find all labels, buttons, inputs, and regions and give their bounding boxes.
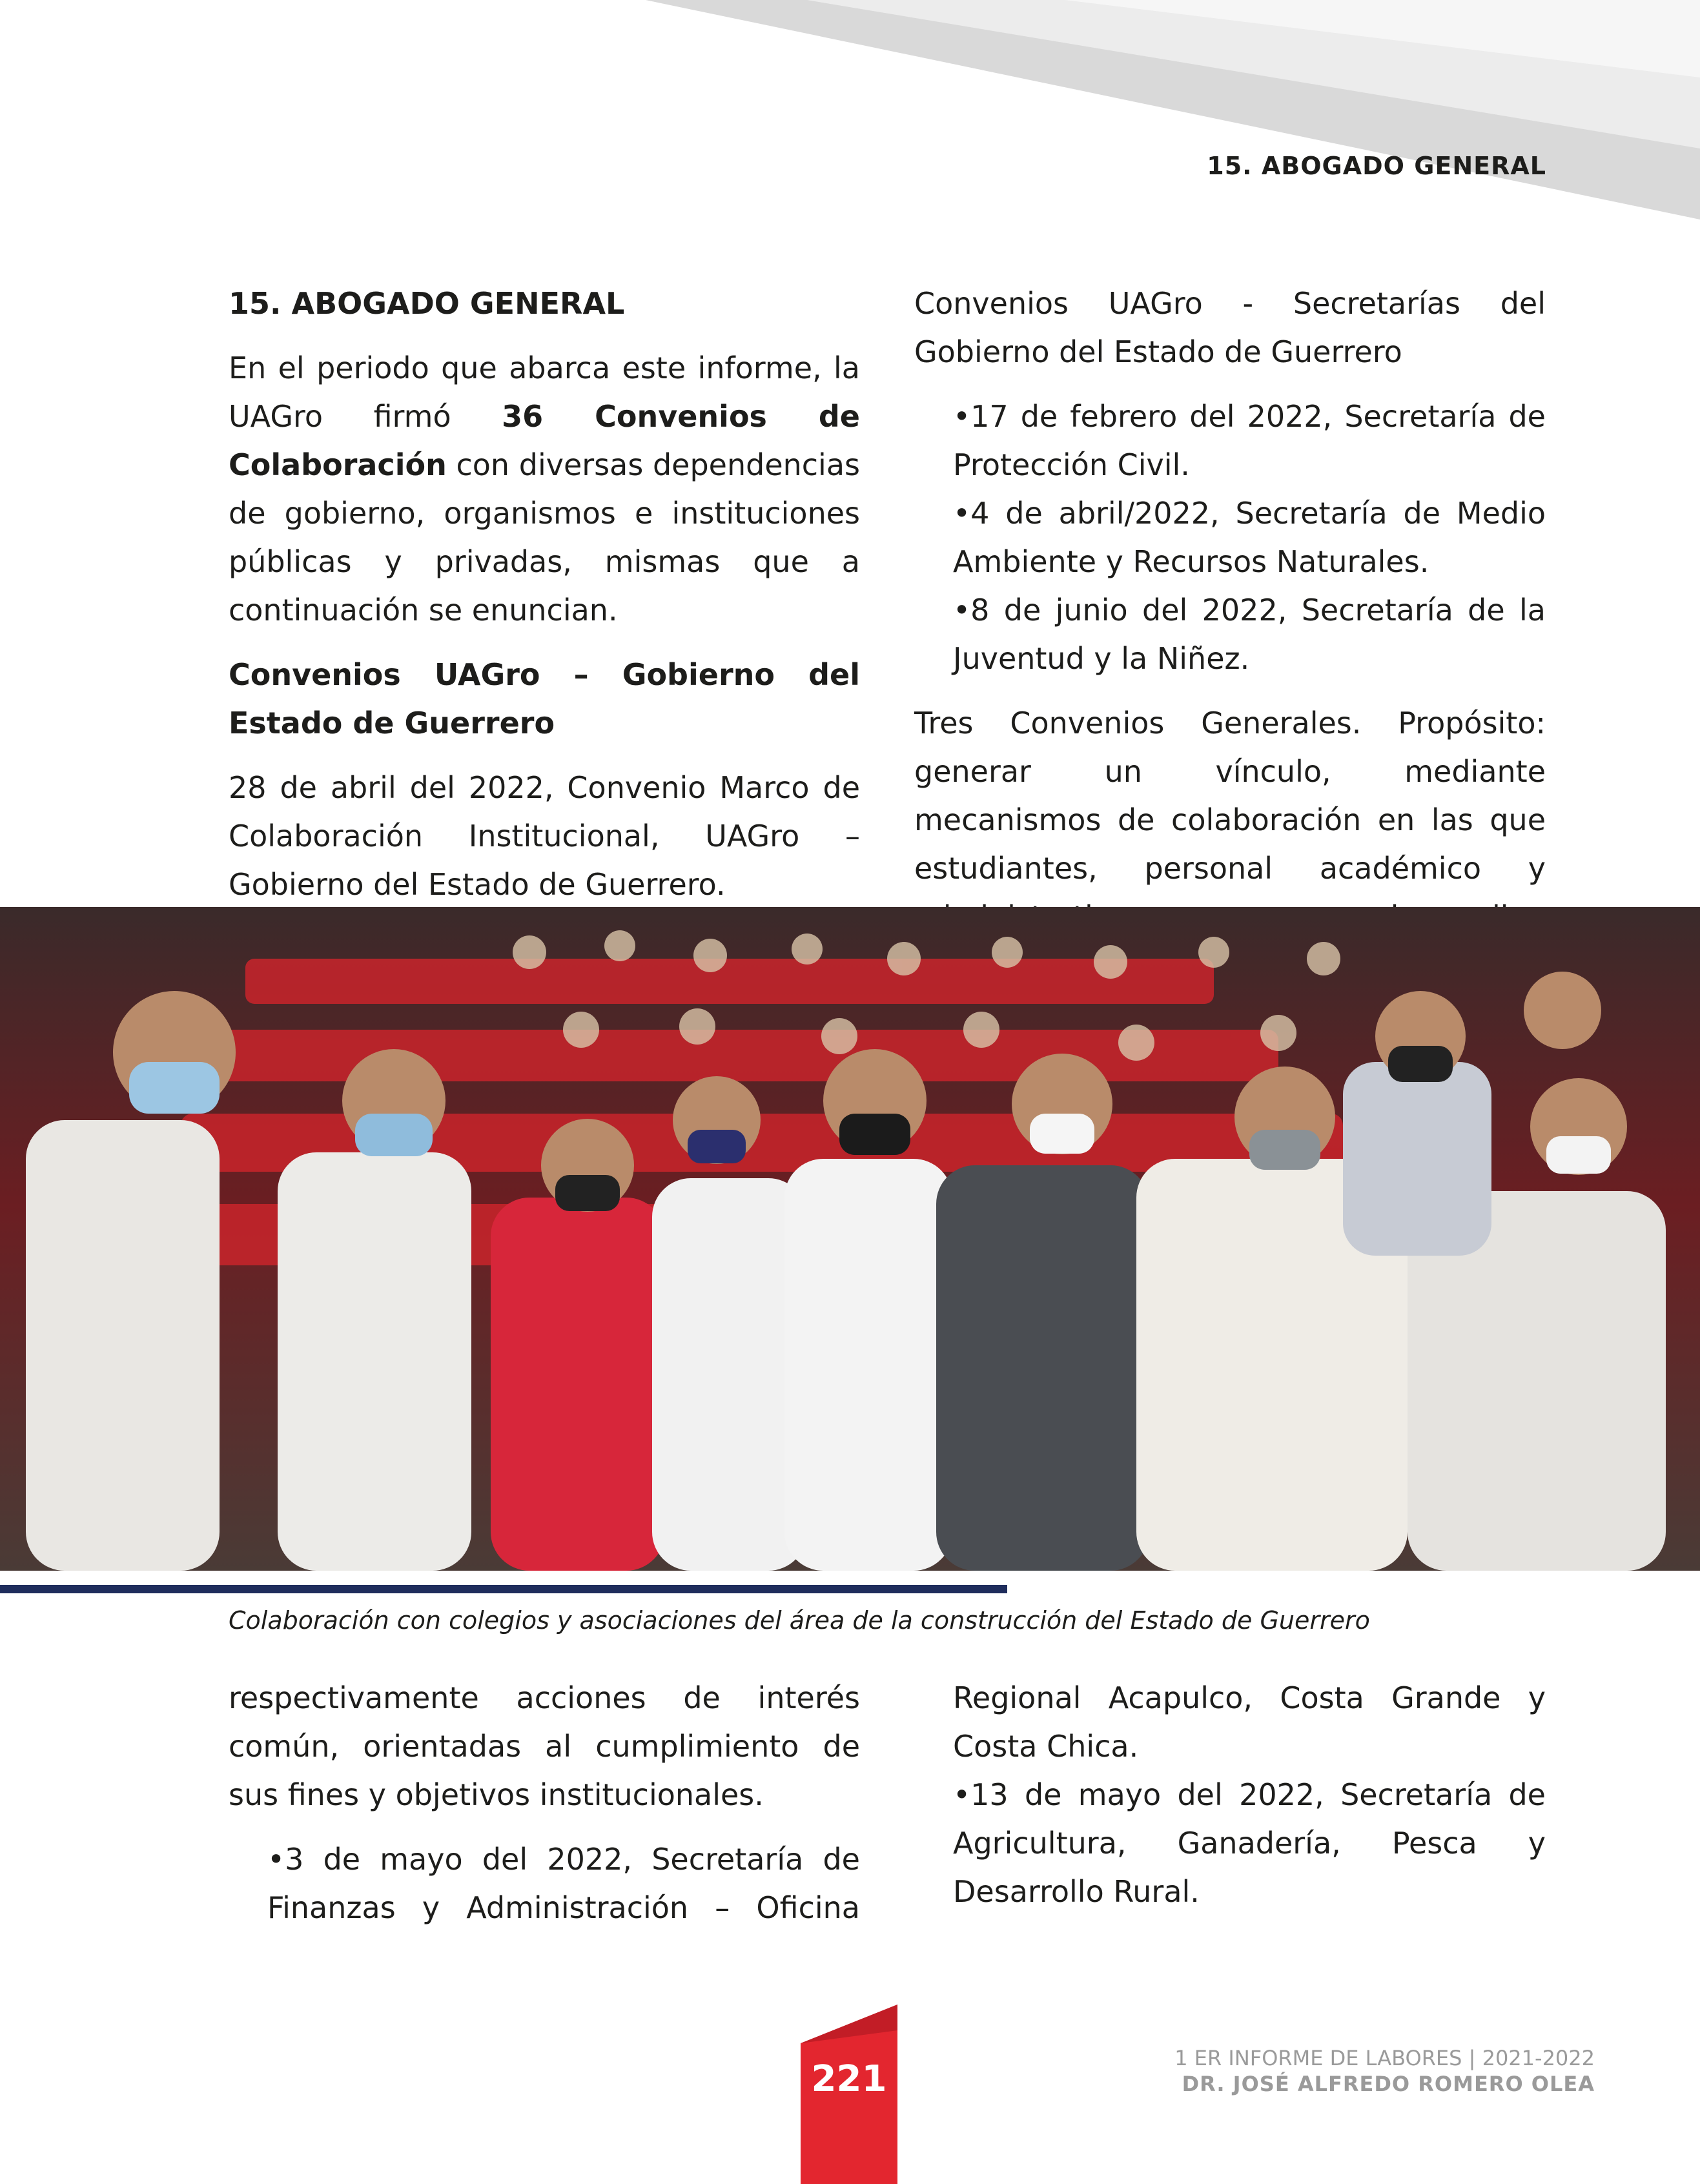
footer-info	[1174, 2045, 1595, 2097]
bullet-item: •13 de mayo del 2022, Secretaría de Agricultura, Ganadería, Pesca y Desarrollo Rural.	[953, 1777, 1546, 1909]
continuation-paragraph: respectivamente acciones de interés común, orientadas al cumplimiento de sus fines y objetivos institucionales.	[229, 1680, 860, 1812]
bullet-continuation: Regional Acapulco, Costa Grande y Costa Chica.	[953, 1680, 1546, 1764]
corner-decoration	[0, 0, 1700, 219]
convenio-marco-paragraph: 28 de abril del 2022, Convenio Marco de Colaboración Institucional, UAGro – Gobierno del Estado de Guerrero.	[229, 770, 860, 902]
column-top-left	[229, 280, 860, 925]
bullet-item: •17 de febrero del 2022, Secretaría de Protección Civil.	[953, 399, 1546, 482]
column-bottom-right	[914, 1674, 1546, 1916]
convenios-generales-paragraph: Tres Convenios Generales. Propósito: generar un vínculo, mediante mecanismos de colaboración en las que estudiantes, personal académico y	[914, 706, 1546, 886]
running-header: 15. ABOGADO GENERAL	[1207, 152, 1546, 180]
intro-text-start: En el periodo que abarca este informe, la UAGro firmó	[229, 351, 860, 434]
author-name: DR. JOSÉ ALFREDO ROMERO OLEA	[1182, 2072, 1595, 2096]
intro-paragraph	[229, 344, 860, 635]
bullet-item: •4 de abril/2022, Secretaría de Medio Ambiente y Recursos Naturales.	[953, 496, 1546, 579]
bullet-item: •3 de mayo del 2022, Secretaría de Finanzas y Administración – Oficina	[267, 1842, 860, 1925]
subheading-secretarias: Convenios UAGro - Secretarías del Gobierno del Estado de Guerrero	[914, 286, 1546, 369]
column-top-right	[914, 280, 1546, 941]
photo-caption: Colaboración con colegios y asociaciones del área de la construcción del Estado de Guerrero	[229, 1606, 1370, 1635]
photo-underline	[0, 1585, 1007, 1593]
section-title: 15. ABOGADO GENERAL	[229, 286, 625, 321]
page-number: 221	[811, 2058, 887, 2100]
intro-bold-text: 36 Convenios de Colaboración	[229, 399, 860, 482]
subheading-gobierno: Convenios UAGro – Gobierno del Estado de Guerrero	[229, 657, 860, 740]
column-bottom-left	[229, 1674, 860, 1932]
report-title: 1 ER INFORME DE LABORES | 2021-2022	[1174, 2046, 1595, 2070]
intro-text-end: con diversas dependencias de gobierno, organismos e instituciones públicas y privadas, mismas que a continuación se enuncian.	[229, 447, 860, 628]
event-photo	[0, 907, 1700, 1571]
bullet-item: •8 de junio del 2022, Secretaría de la Juventud y la Niñez.	[953, 593, 1546, 676]
